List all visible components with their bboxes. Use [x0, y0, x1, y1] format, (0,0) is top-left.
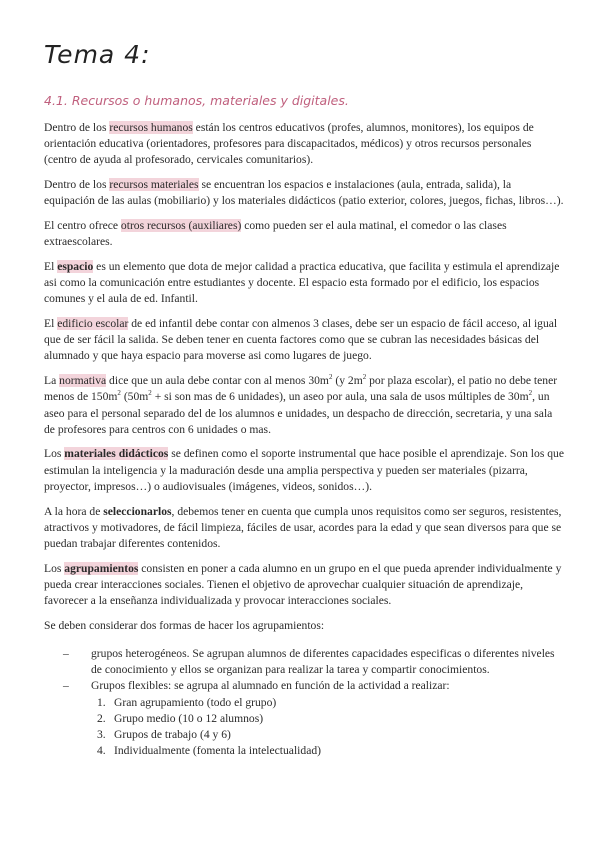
- section-subtitle: 4.1. Recursos o humanos, materiales y digitales.: [44, 93, 349, 108]
- paragraph-materiales-didacticos: Los materiales didácticos se definen como el soporte instrumental que hace posible el aprendizaje. Son los que estimulan la inteligencia y la maduración desde una amplia perspectiva y pueden ser materiales (pizarra, proyector, impresos…) o audiovisuales (imágenes, videos, sonidos…).: [44, 447, 564, 493]
- paragraph-seleccionarlos: A la hora de seleccionarlos, debemos tener en cuenta que cumpla unos requisitos como ser seguros, resistentes, atractivos y motivadores, de fácil limpieza, fáciles de usar, acordes para la edad y que sean diversos para que se puedan trabajar diferentes contenidos.: [44, 504, 562, 550]
- highlight-recursos-materiales: recursos materiales: [109, 178, 199, 192]
- sublist-item: 1. Gran agrupamiento (todo el grupo): [97, 695, 277, 709]
- sublist-item: 4. Individualmente (fomenta la intelectualidad): [97, 744, 321, 758]
- paragraph-agrupamientos: Los agrupamientos consisten en poner a cada alumno en un grupo en el que pueda aprender individualmente y pueda crear interacciones sociales. Tienen el objetivo de aprovechar cualquier situación de aprendizaje, favorecer a la enseñanza individualizada y provocar interacciones sociales.: [44, 561, 562, 608]
- sublist-item: 3. Grupos de trabajo (4 y 6): [97, 728, 231, 741]
- highlight-materiales-didacticos: materiales didácticos: [64, 447, 169, 461]
- bold-seleccionarlos: seleccionarlos: [103, 504, 172, 518]
- document-body: [44, 120, 564, 759]
- list-item-heterogeneos: – grupos heterogéneos. Se agrupan alumnos de diferentes capacidades especificas o diferentes niveles de conocimiento y ellos se organizan para realizar la tarea y compartir conocimientos.: [91, 646, 564, 678]
- highlight-edificio-escolar: edificio escolar: [57, 317, 129, 331]
- highlight-normativa: normativa: [59, 374, 107, 388]
- paragraph-formas-agrupamiento: Se deben considerar dos formas de hacer los agrupamientos:: [44, 618, 325, 632]
- highlight-recursos-humanos: recursos humanos: [109, 121, 193, 134]
- list-item-flexibles: – Grupos flexibles: se agrupa al alumnado en función de la actividad a realizar: 1. Gran agrupamiento (todo el grupo) 2. Grupo medio (10 o 12 alumnos) 3. Grupos de trabajo (4 y 6) 4. Individualmente (fomenta la intelectualidad): [91, 678, 564, 759]
- paragraph-recursos-humanos: Dentro de los recursos humanos están los centros educativos (profes, alumnos, monitores), los equipos de orientación educativa (orientadores, profesores para discapacitados, médicos) y otros recursos personales (centro de ayuda al profesorado, cervicales comunitarios).: [44, 121, 534, 167]
- paragraph-edificio-escolar: El edificio escolar de ed infantil debe contar con almenos 3 clases, debe ser un espacio de fácil acceso, al igual que de ser fácil la salida. Se deben tener en cuenta factores como que se cubran las necesidades básicas del alumnado y que haya espacio para moverse asi como lugares de juego.: [44, 317, 558, 363]
- sublist-item: 2. Grupo medio (10 o 12 alumnos): [97, 711, 264, 725]
- flexible-groups-sublist: [91, 695, 564, 760]
- paragraph-otros-recursos: El centro ofrece otros recursos (auxiliares) como pueden ser el aula matinal, el comedor o las clases extraescolares.: [44, 219, 507, 249]
- highlight-agrupamientos: agrupamientos: [64, 561, 139, 575]
- paragraph-normativa: La normativa dice que un aula debe contar con al menos $30m^2$ (y $2m^2$ por plaza escolar), el patio no debe tener menos de $150m^2$ ($50m^2$ + si son mas de 6 unidades), un aseo por aula, una sala de usos múltiples de $30m^2$, un aseo para el personal separado del de los alumnos e unidades, un despacho de dirección, secretaria, y una sala de profesores para centros con 6 unidades o mas.: [44, 373, 558, 436]
- grouping-list: [44, 646, 564, 759]
- paragraph-espacio: El espacio es un elemento que dota de mejor calidad a practica educativa, que facilita y estimula el aprendizaje asi como la comunicación entre estudiantes y docente. El espacio esta formado por el edificio, los espacios comunes y el aula de ed. Infantil.: [44, 259, 560, 306]
- page-title: Tema 4:: [44, 40, 151, 69]
- highlight-otros-recursos: otros recursos (auxiliares): [120, 219, 242, 233]
- highlight-espacio: espacio: [57, 259, 94, 273]
- paragraph-recursos-materiales: Dentro de los recursos materiales se encuentran los espacios e instalaciones (aula, entrada, salida), la equipación de las aulas (mobiliario) y los materiales didácticos (patio exterior, colores, juegos, fichas, libros…).: [44, 178, 564, 208]
